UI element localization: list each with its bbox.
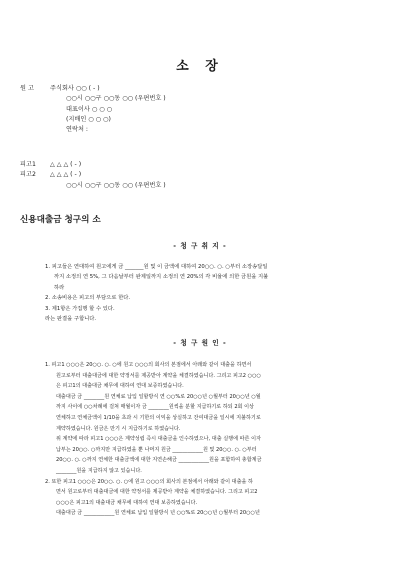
cause-line: 까지 사이에 ○○차례에 걸쳐 매월이자 금 ________원씩을 분할 지급하기로 하되 2회 이상 xyxy=(56,404,254,411)
case-name: 신용대출금 청구의 소 xyxy=(20,215,101,225)
defendant2-label: 피고2 xyxy=(20,171,36,179)
causes-heading: - 청 구 원 인 - xyxy=(173,339,227,347)
claim-line: 1. 피고들은 연대하여 원고에게 금 _______원 및 이 금액에 대하여 20○○. ○. ○부터 소장송달일 xyxy=(45,264,268,270)
claim-line: 하라 xyxy=(54,284,65,291)
cause-line: 대출대금 금 ________원 연체료 납입 일할방식 연 ○○%로 20○○년 ○월부터 20○○년 ○월 xyxy=(56,393,261,400)
cause-line: 납부는 20○○. ○까지만 지급하였을 뿐 나머지 원금 ____________원 및 20○○. ○. ○부터 xyxy=(56,446,257,453)
cause-line: 1. 피고1 ○○○은 20○○. ○. ○에 원고 ○○○의 회사의 본점에서 아래와 같이 대출을 하면서 xyxy=(45,362,252,368)
cause-line: 은 피고1의 대출대금 채무에 대하여 연대 보증하였습니다. xyxy=(56,383,184,390)
defendant2-address: ○○시 ○○구 ○○동 ○○ (우편번호 ) xyxy=(66,181,166,189)
cause-line: 20○○. ○. ○까지 연체한 대출금액에 대한 지연손해금 ____________원을 포함하여 총합계금 xyxy=(56,457,262,464)
cause-line: 원고로부터 대출대금에 대한 약정서를 제공받아 계약을 체결하였습니다. 그리고 피고2 ○○○ xyxy=(56,372,261,379)
plaintiff-line: 연락처 : xyxy=(66,126,88,134)
plaintiff-line: (지배인 ○ ○ ○) xyxy=(66,115,111,123)
cause-line: 위 계약에 따라 피고1 ○○○은 계약성립 즉시 대출금을 인수하였으나, 대출 실행에 따른 이자 xyxy=(56,436,261,443)
defendant1-label: 피고1 xyxy=(20,161,36,168)
plaintiff-label: 원 고 xyxy=(20,85,34,92)
cause-line: ○○○은 피고1의 대출대금 채무에 대하여 연대 보증하였습니다. xyxy=(56,499,198,506)
cause-line: 계약하였습니다. 원금은 만기 시 지급하기로 하였습니다. xyxy=(56,425,181,432)
defendant2-line: △ △ △ ( - ) xyxy=(50,171,82,179)
claim-line: 라는 판결을 구합니다. xyxy=(45,316,97,323)
document-title: 소 장 xyxy=(176,59,224,74)
cause-line: ________원을 지급하지 않고 있습니다. xyxy=(56,467,142,474)
plaintiff-line: 주식회사 ○○ ( - ) xyxy=(50,85,100,92)
claim-line: 3. 제1항은 가집행 할 수 있다. xyxy=(45,305,115,312)
claims-body xyxy=(45,262,385,324)
claim-line: 2. 소송비용은 피고의 부담으로 한다. xyxy=(45,295,131,302)
cause-line: 면서 원고로부터 대출대금에 대한 약정서를 제공받아 계약을 체결하였습니다. 그리고 피고2 xyxy=(56,489,258,496)
plaintiff-block xyxy=(20,84,166,135)
cause-line: 연체하고 연체금액이 1/10을 초과 시 기한의 이익을 상실하고 잔여대금을 일시에 지불하기로 xyxy=(56,414,261,421)
plaintiff-line: 대표이사 ○ ○ ○ xyxy=(66,105,113,113)
defendants-block xyxy=(20,160,166,191)
claims-heading: - 청 구 취 지 - xyxy=(173,242,227,250)
causes-body xyxy=(45,360,385,519)
cause-line: 2. 또한 피고1 ○○○은 20○○. ○. ○에 원고 ○○○의 회사의 본점에서 아래와 같이 대출을 하 xyxy=(45,478,253,485)
plaintiff-line: ○○시 ○○구 ○○동 ○○ (우편번호 ) xyxy=(66,95,166,103)
claim-line: 까지 소정의 연 5%, 그 다음날부터 완제일까지 소정의 연 20%의 각 비율에 의한 금원을 지불 xyxy=(54,274,269,281)
cause-line: 대출대금 금 ____________원 연체료 납입 일할방식 년 ○○%로 20○○년 ○월부터 20○○년 xyxy=(56,510,260,517)
defendant1-line: △ △ △ ( - ) xyxy=(50,161,82,168)
